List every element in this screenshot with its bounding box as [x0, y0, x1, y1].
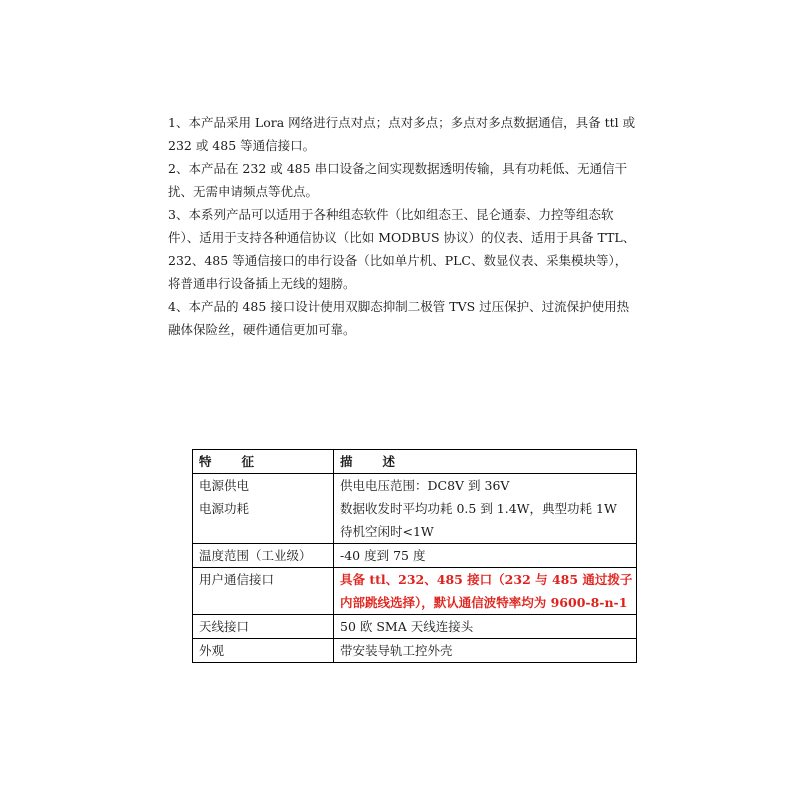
header-feature: 特 征: [193, 450, 334, 474]
row-desc: 供电电压范围：DC8V 到 36V: [334, 474, 637, 498]
paragraph-4: 4、本产品的 485 接口设计使用双脚态抑制二极管 TVS 过压保护、过流保护使用热融体保险丝，硬件通信更加可靠。: [168, 299, 630, 337]
paragraph-2: 2、本产品在 232 或 485 串口设备之间实现数据透明传输，具有功耗低、无通信干扰、无需申请频点等优点。: [168, 161, 628, 199]
spec-table: [192, 449, 637, 663]
table-row: [193, 639, 637, 663]
table-row: [193, 520, 637, 544]
row-desc: 数据收发时平均功耗 0.5 到 1.4W，典型功耗 1W: [334, 497, 637, 520]
table-row: [193, 568, 637, 615]
row-feature: 电源供电: [193, 474, 334, 498]
row-feature: 天线接口: [193, 615, 334, 639]
header-description: 描 述: [334, 450, 637, 474]
table-row: [193, 544, 637, 568]
row-desc: -40 度到 75 度: [334, 544, 637, 568]
row-feature: 外观: [193, 639, 334, 663]
paragraph-1: 1、本产品采用 Lora 网络进行点对点；点对多点；多点对多点数据通信，具备 ttl 或 232 或 485 等通信接口。: [168, 115, 636, 153]
paragraph-3: 3、本系列产品可以适用于各种组态软件（比如组态王、昆仑通泰、力控等组态软件）、适用于支持各种通信协议（比如 MODBUS 协议）的仪表、适用于具备 TTL、232、485 等通信接口的串行设备（比如单片机、PLC、数显仪表、采集模块等），将普通串行设备插上无线的翅膀。: [168, 207, 636, 291]
table-header-row: [193, 450, 637, 474]
row-desc: 带安装导轨工控外壳: [334, 639, 637, 663]
row-feature: 用户通信接口: [193, 568, 334, 615]
table-row: [193, 497, 637, 520]
intro-paragraphs: [168, 111, 638, 341]
row-desc: 50 欧 SMA 天线连接头: [334, 615, 637, 639]
row-feature: 电源功耗: [193, 497, 334, 520]
row-feature: 温度范围（工业级）: [193, 544, 334, 568]
row-desc-highlight: 具备 ttl、232、485 接口（232 与 485 通过拨子内部跳线选择），默认通信波特率均为 9600-8-n-1: [334, 568, 637, 615]
row-desc: 待机空闲时<1W: [334, 520, 637, 544]
row-feature: [193, 520, 334, 544]
table-row: [193, 615, 637, 639]
table-row: [193, 474, 637, 498]
